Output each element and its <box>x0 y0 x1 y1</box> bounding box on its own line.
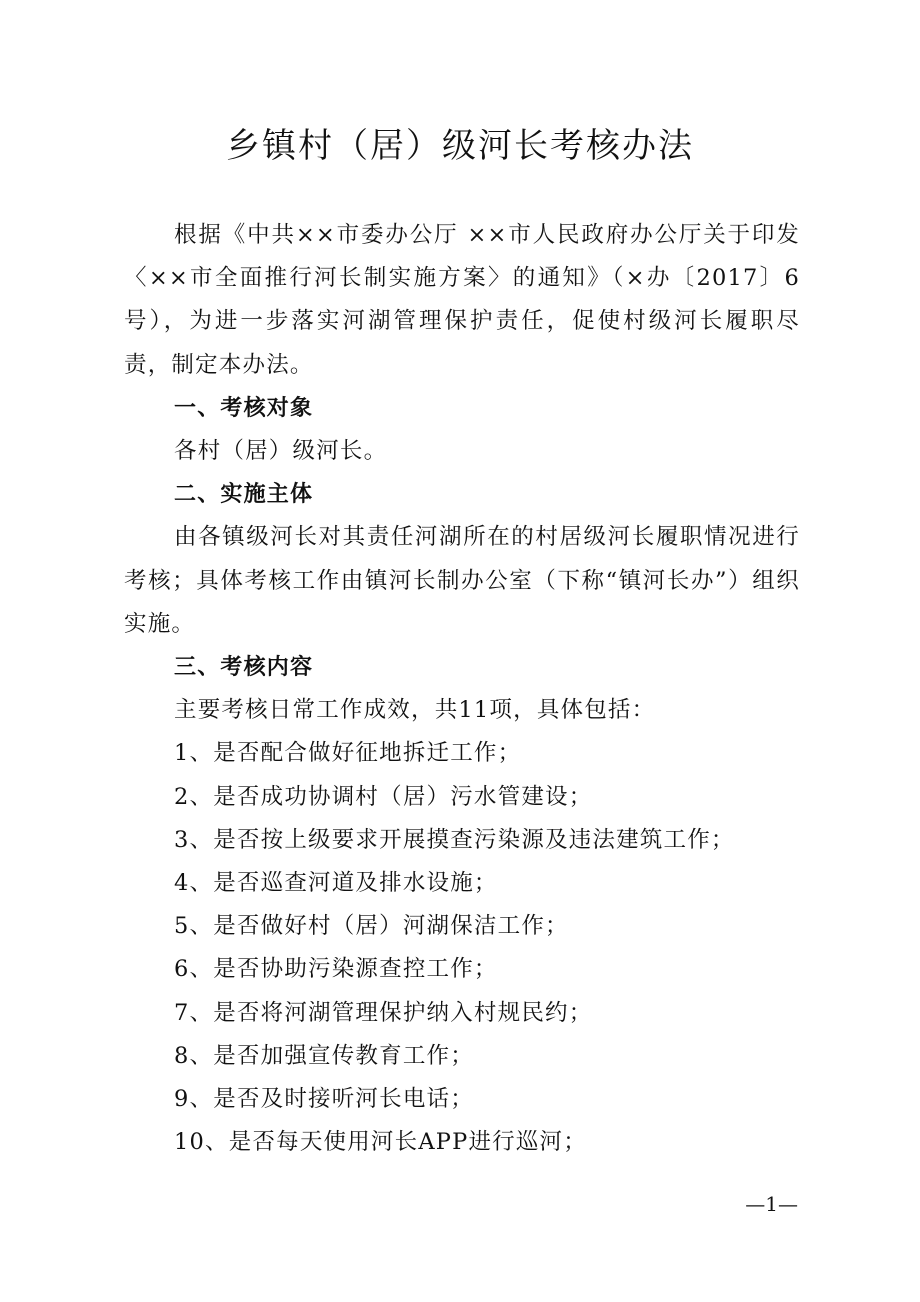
page-number: —1— <box>745 1192 798 1216</box>
list-item: 5、是否做好村（居）河湖保洁工作； <box>174 913 569 940</box>
list-item: 1、是否配合做好征地拆迁工作； <box>174 740 522 767</box>
section-heading-subject: 二、实施主体 <box>174 482 314 508</box>
section-text-content: 主要考核日常工作成效，共11项，具体包括： <box>174 697 656 724</box>
list-item: 9、是否及时接听河长电话； <box>174 1086 474 1113</box>
document-title: 乡镇村（居）级河长考核办法 <box>226 126 694 166</box>
list-item: 8、是否加强宣传教育工作； <box>174 1042 474 1069</box>
document-body <box>124 214 800 1164</box>
list-item: 6、是否协助污染源查控工作； <box>174 956 498 983</box>
list-item: 4、是否巡查河道及排水设施； <box>174 870 498 897</box>
list-item: 10、是否每天使用河长APP进行巡河； <box>174 1129 587 1156</box>
list-item: 3、是否按上级要求开展摸查污染源及违法建筑工作； <box>174 826 735 853</box>
intro-paragraph: 根据《中共××市委办公厅 ××市人民政府办公厅关于印发〈××市全面推行河长制实施方案〉的通知》（×办〔2017〕6号），为进一步落实河湖管理保护责任，促使村级河长履职尽责，制定本办法。 <box>124 222 800 378</box>
section-text-objects: 各村（居）级河长。 <box>174 438 388 465</box>
section-text-subject: 由各镇级河长对其责任河湖所在的村居级河长履职情况进行考核；具体考核工作由镇河长制办公室（下称“镇河长办”）组织实施。 <box>124 524 800 637</box>
section-heading-content: 三、考核内容 <box>174 655 314 681</box>
section-heading-objects: 一、考核对象 <box>174 395 314 421</box>
list-item: 2、是否成功协调村（居）污水管建设； <box>174 783 593 810</box>
list-item: 7、是否将河湖管理保护纳入村规民约； <box>174 999 593 1026</box>
